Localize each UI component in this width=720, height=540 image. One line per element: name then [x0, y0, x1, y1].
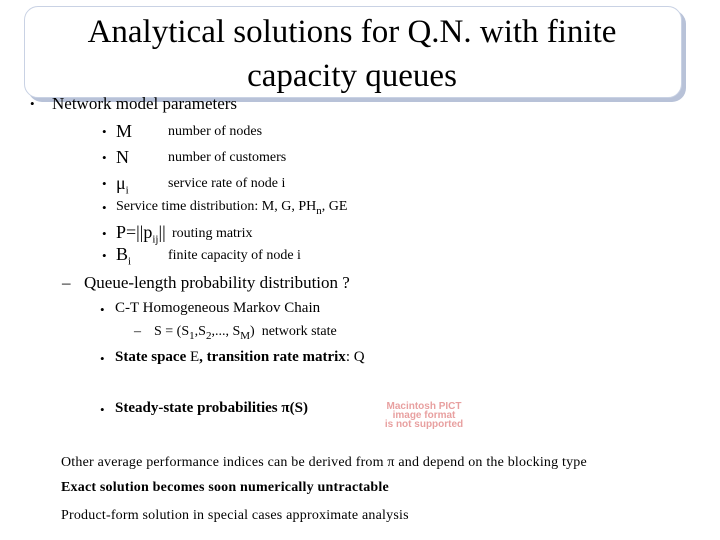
pict-placeholder-image: Macintosh PICT image format is not supported — [384, 401, 464, 430]
bullet: • — [102, 248, 107, 263]
param-desc: number of customers — [168, 150, 287, 165]
bullet: • — [100, 402, 105, 417]
bullet: • — [102, 150, 107, 165]
steady-state: Steady-state probabilities π(S) — [115, 400, 308, 416]
bullet: • — [102, 176, 107, 191]
param-desc: finite capacity of node i — [168, 248, 301, 263]
dash: – — [62, 273, 71, 292]
bullet: • — [102, 124, 107, 139]
dash: – — [134, 324, 141, 339]
state-vector: $S = (S_1,S_2$,..., $S_M$) network state — [154, 324, 337, 342]
bullet: • — [102, 200, 107, 215]
param-desc: service rate of node i — [168, 176, 286, 191]
performance-indices-note: Other average performance indices can be derived from π and depend on the blocking type — [61, 455, 587, 470]
product-form-note: Product-form solution in special cases approximate analysis — [61, 508, 409, 523]
bullet: • — [30, 96, 35, 111]
bullet: • — [102, 226, 107, 241]
routing-matrix-symbol: $P=||p_{ij}||$ — [116, 222, 166, 246]
page-title — [24, 10, 680, 98]
param-symbol: $\mu_i$ — [116, 173, 129, 197]
title-line-1: Analytical solutions for Q.N. with finite — [87, 14, 617, 50]
ct-markov-chain: C-T Homogeneous Markov Chain — [115, 300, 321, 316]
param-symbol: $B_i$ — [116, 244, 132, 268]
title-line-2: capacity queues — [247, 58, 457, 94]
service-distribution: Service time distribution: M, G, $PH_n$, GE — [116, 199, 348, 217]
bullet: • — [100, 302, 105, 317]
param-desc: routing matrix — [172, 226, 253, 241]
param-symbol: M — [116, 121, 133, 141]
param-desc: number of nodes — [168, 124, 263, 139]
queue-distribution: Queue-length probability distribution ? — [84, 273, 350, 292]
param-symbol: N — [116, 147, 129, 167]
exact-solution-note: Exact solution becomes soon numerically untractable — [61, 480, 389, 495]
network-heading: Network model parameters — [52, 94, 238, 113]
bullet: • — [100, 351, 105, 366]
state-space: State space E, transition rate matrix: Q — [115, 349, 365, 365]
